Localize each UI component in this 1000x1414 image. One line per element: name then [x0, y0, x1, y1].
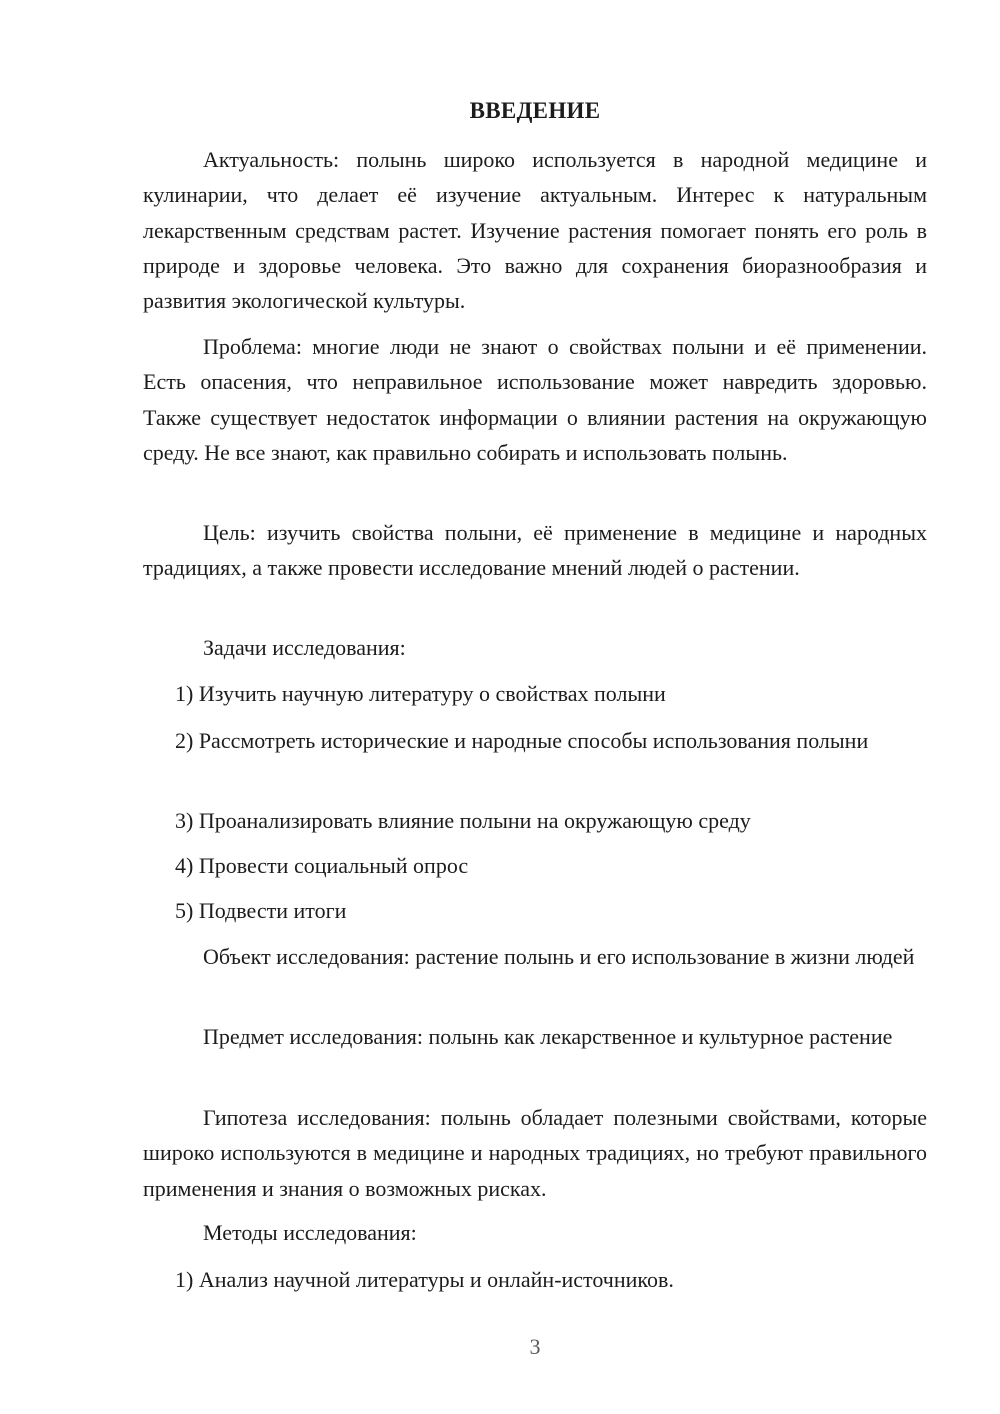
- problem-paragraph: Проблема: многие люди не знают о свойствах полыни и её применении. Есть опасения, что неправильное использование может навредить здоровью. Также существует недостаток информации о влиянии растения на окружающую среду. Не все знают, как правильно собирать и использовать полынь.: [143, 334, 927, 465]
- page-number: 3: [529, 1334, 541, 1359]
- method-item-1: 1) Анализ научной литературы и онлайн-источников.: [175, 1267, 674, 1292]
- goal-paragraph: Цель: изучить свойства полыни, её применение в медицине и народных традициях, а также провести исследование мнений людей о растении.: [143, 520, 927, 581]
- object-paragraph: Объект исследования: растение полынь и его использование в жизни людей: [203, 944, 915, 969]
- page-title: ВВЕДЕНИЕ: [469, 98, 601, 123]
- relevance-paragraph: Актуальность: полынь широко используется в народной медицине и кулинарии, что делает её изучение актуальным. Интерес к натуральным лекарственным средствам растет. Изучение растения помогает понять его роль в природе и здоровье человека. Это важно для сохранения биоразнообразия и развития экологической культуры.: [143, 147, 927, 314]
- hypothesis-paragraph: Гипотеза исследования: полынь обладает полезными свойствами, которые широко используются в медицине и народных традициях, но требуют правильного применения и знания о возможных рисках.: [143, 1105, 927, 1201]
- task-item-5: 5) Подвести итоги: [175, 898, 347, 923]
- task-item-2: 2) Рассмотреть исторические и народные способы использования полыни: [175, 728, 869, 753]
- task-item-1: 1) Изучить научную литературу о свойствах полыни: [175, 681, 666, 706]
- methods-heading: Методы исследования:: [203, 1220, 417, 1245]
- task-item-4: 4) Провести социальный опрос: [175, 853, 469, 878]
- tasks-heading: Задачи исследования:: [203, 635, 406, 660]
- task-item-3: 3) Проанализировать влияние полыни на окружающую среду: [175, 808, 751, 833]
- subject-paragraph: Предмет исследования: полынь как лекарственное и культурное растение: [203, 1024, 893, 1049]
